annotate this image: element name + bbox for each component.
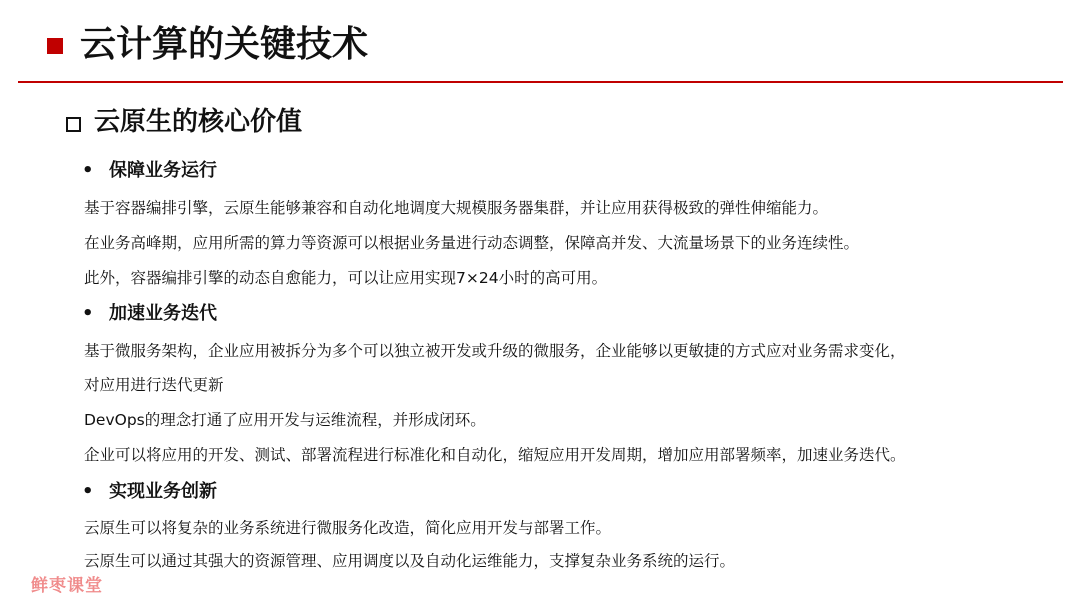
bullet-heading-label: 实现业务创新 — [109, 481, 217, 502]
paragraph-line: 云原生可以将复杂的业务系统进行微服务化改造，简化应用开发与部署工作。 — [84, 519, 612, 537]
hollow-square-icon — [66, 117, 81, 132]
paragraph-line: 基于容器编排引擎，云原生能够兼容和自动化地调度大规模服务器集群，并让应用获得极致的弹性伸缩能力。 — [84, 199, 829, 217]
paragraph-line: 在业务高峰期，应用所需的算力等资源可以根据业务量进行动态调整，保障高并发、大流量场景下的业务连续性。 — [84, 234, 860, 252]
header-divider — [18, 81, 1063, 83]
slide-title: 云计算的关键技术 — [80, 24, 369, 65]
title-square-icon — [47, 38, 63, 54]
paragraph-line: 企业可以将应用的开发、测试、部署流程进行标准化和自动化，缩短应用开发周期，增加应用部署频率，加速业务迭代。 — [84, 446, 906, 464]
bullet-heading-label: 加速业务迭代 — [109, 303, 217, 324]
paragraph-line: DevOps的理念打通了应用开发与运维流程，并形成闭环。 — [84, 411, 486, 429]
paragraph-line: 此外，容器编排引擎的动态自愈能力，可以让应用实现7×24小时的高可用。 — [84, 269, 608, 287]
bullet-dot-icon: • — [82, 303, 94, 324]
bullet-dot-icon: • — [82, 481, 94, 502]
paragraph-line: 对应用进行迭代更新 — [84, 376, 224, 394]
bullet-dot-icon: • — [82, 160, 94, 181]
watermark: 鲜枣课堂 — [31, 576, 103, 596]
paragraph-line: 云原生可以通过其强大的资源管理、应用调度以及自动化运维能力，支撑复杂业务系统的运行。 — [84, 552, 736, 570]
paragraph-line: 基于微服务架构，企业应用被拆分为多个可以独立被开发或升级的微服务，企业能够以更敏捷的方式应对业务需求变化， — [84, 342, 906, 360]
slide-header — [0, 0, 1080, 86]
bullet-heading-label: 保障业务运行 — [109, 160, 217, 181]
section-title: 云原生的核心价值 — [94, 107, 303, 137]
